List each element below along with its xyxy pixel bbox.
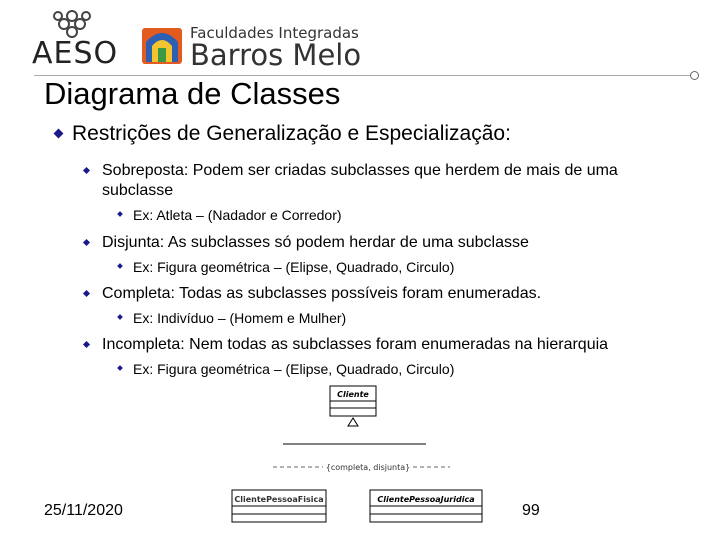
uml-subclass-right-name: ClientePessoaJuridica — [377, 495, 475, 504]
bullet-icon — [117, 211, 123, 217]
header-divider-end-dot — [690, 71, 699, 80]
uml-subclass-left-name: ClientePessoaFisica — [234, 495, 324, 504]
bullet-icon — [83, 167, 90, 174]
item-text: Disjunta: As subclasses só podem herdar de uma subclasse — [102, 234, 529, 251]
level1-text: Restrições de Generalização e Especialização: — [72, 122, 511, 145]
item-text-cont: subclasse — [102, 182, 174, 199]
uml-superclass-name: Cliente — [337, 390, 369, 399]
bullet-icon — [83, 341, 90, 348]
example-text: Ex: Figura geométrica – (Elipse, Quadrado, Circulo) — [133, 259, 455, 275]
example-text: Ex: Atleta – (Nadador e Corredor) — [133, 207, 342, 223]
bullet-icon — [83, 290, 90, 297]
bullet-icon — [117, 263, 123, 269]
bullet-icon — [83, 239, 90, 246]
college-logo-icon — [140, 22, 184, 66]
bullet-icon — [117, 314, 123, 320]
uml-constraint-label: {completa, disjunta} — [325, 463, 411, 472]
uml-subclass-left-box — [232, 490, 326, 522]
footer-date: 25/11/2020 — [44, 502, 123, 519]
college-name-big: Barros Melo — [190, 38, 362, 72]
example-text: Ex: Figura geométrica – (Elipse, Quadrado, Circulo) — [133, 361, 455, 377]
generalization-arrow-icon — [348, 418, 358, 426]
uml-superclass-box — [330, 386, 376, 416]
item-text: Completa: Todas as subclasses possíveis foram enumeradas. — [102, 285, 542, 302]
example-text: Ex: Indivíduo – (Homem e Mulher) — [133, 310, 347, 326]
item-text: Incompleta: Nem todas as subclasses foram enumeradas na hierarquia — [102, 336, 609, 353]
uml-subclass-right-box — [370, 490, 482, 522]
item-text: Sobreposta: Podem ser criadas subclasses que herdem de mais de uma — [102, 162, 618, 179]
bullet-icon — [54, 129, 64, 139]
uml-generalization-diagram — [228, 384, 488, 526]
aeso-logo-text: AESO — [32, 36, 119, 71]
page-title: Diagrama de Classes — [44, 76, 341, 111]
footer-page-number: 99 — [522, 502, 540, 519]
college-name-small: Faculdades Integradas — [190, 24, 359, 42]
bullet-icon — [117, 365, 123, 371]
